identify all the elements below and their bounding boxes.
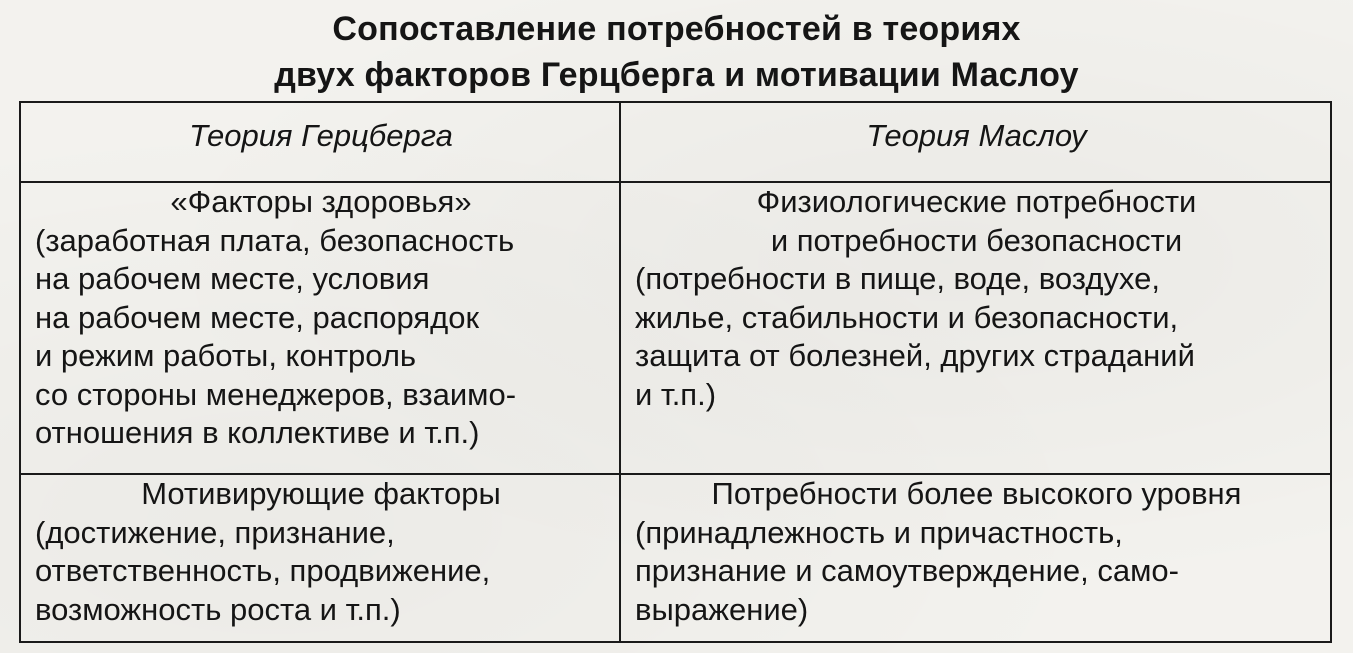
cell-heading: и потребности безопасности bbox=[770, 222, 1183, 258]
cell-text-line: (достижение, признание, bbox=[35, 514, 395, 550]
comparison-table bbox=[19, 101, 1332, 643]
title-line-1: Сопоставление потребностей в теориях bbox=[332, 10, 1021, 48]
cell-text-line: на рабочем месте, распорядок bbox=[35, 299, 480, 335]
cell-text-line: защита от болезней, других страданий bbox=[635, 338, 1195, 373]
cell-text-line: признание и самоутверждение, само- bbox=[635, 553, 1179, 588]
cell-text-line: ответственность, продвижение, bbox=[35, 553, 491, 588]
cell-heading: «Факторы здоровья» bbox=[170, 184, 472, 219]
table-row bbox=[20, 182, 1331, 474]
cell-heading: Мотивирующие факторы bbox=[141, 476, 501, 511]
cell-text-line: и режим работы, контроль bbox=[35, 338, 417, 373]
cell-motivating-factors bbox=[20, 474, 620, 642]
cell-hygiene-factors bbox=[20, 182, 620, 474]
table-header-row bbox=[20, 102, 1331, 182]
table-row bbox=[20, 474, 1331, 642]
cell-text-line: (принадлежность и причастность, bbox=[635, 514, 1123, 550]
cell-text-line: на рабочем месте, условия bbox=[35, 261, 430, 296]
cell-text-line: со стороны менеджеров, взаимо- bbox=[35, 376, 517, 412]
cell-text-line: жилье, стабильности и безопасности, bbox=[635, 299, 1179, 335]
title-line-2: двух факторов Герцберга и мотивации Маслоу bbox=[274, 56, 1079, 94]
page-title bbox=[0, 6, 1353, 98]
cell-text-line: отношения в коллективе и т.п.) bbox=[35, 415, 480, 450]
header-maslow: Теория Маслоу bbox=[620, 102, 1331, 182]
cell-text-line: выражение) bbox=[635, 591, 809, 627]
cell-text-line: возможность роста и т.п.) bbox=[35, 591, 401, 627]
cell-text-line: (потребности в пище, воде, воздухе, bbox=[635, 261, 1160, 296]
cell-text-line: и т.п.) bbox=[635, 376, 717, 412]
cell-heading: Физиологические потребности bbox=[756, 184, 1197, 219]
cell-physiological-needs bbox=[620, 182, 1331, 474]
cell-heading: Потребности более высокого уровня bbox=[711, 476, 1242, 511]
cell-higher-needs bbox=[620, 474, 1331, 642]
cell-text-line: (заработная плата, безопасность bbox=[35, 222, 515, 258]
header-herzberg: Теория Герцберга bbox=[20, 102, 620, 182]
